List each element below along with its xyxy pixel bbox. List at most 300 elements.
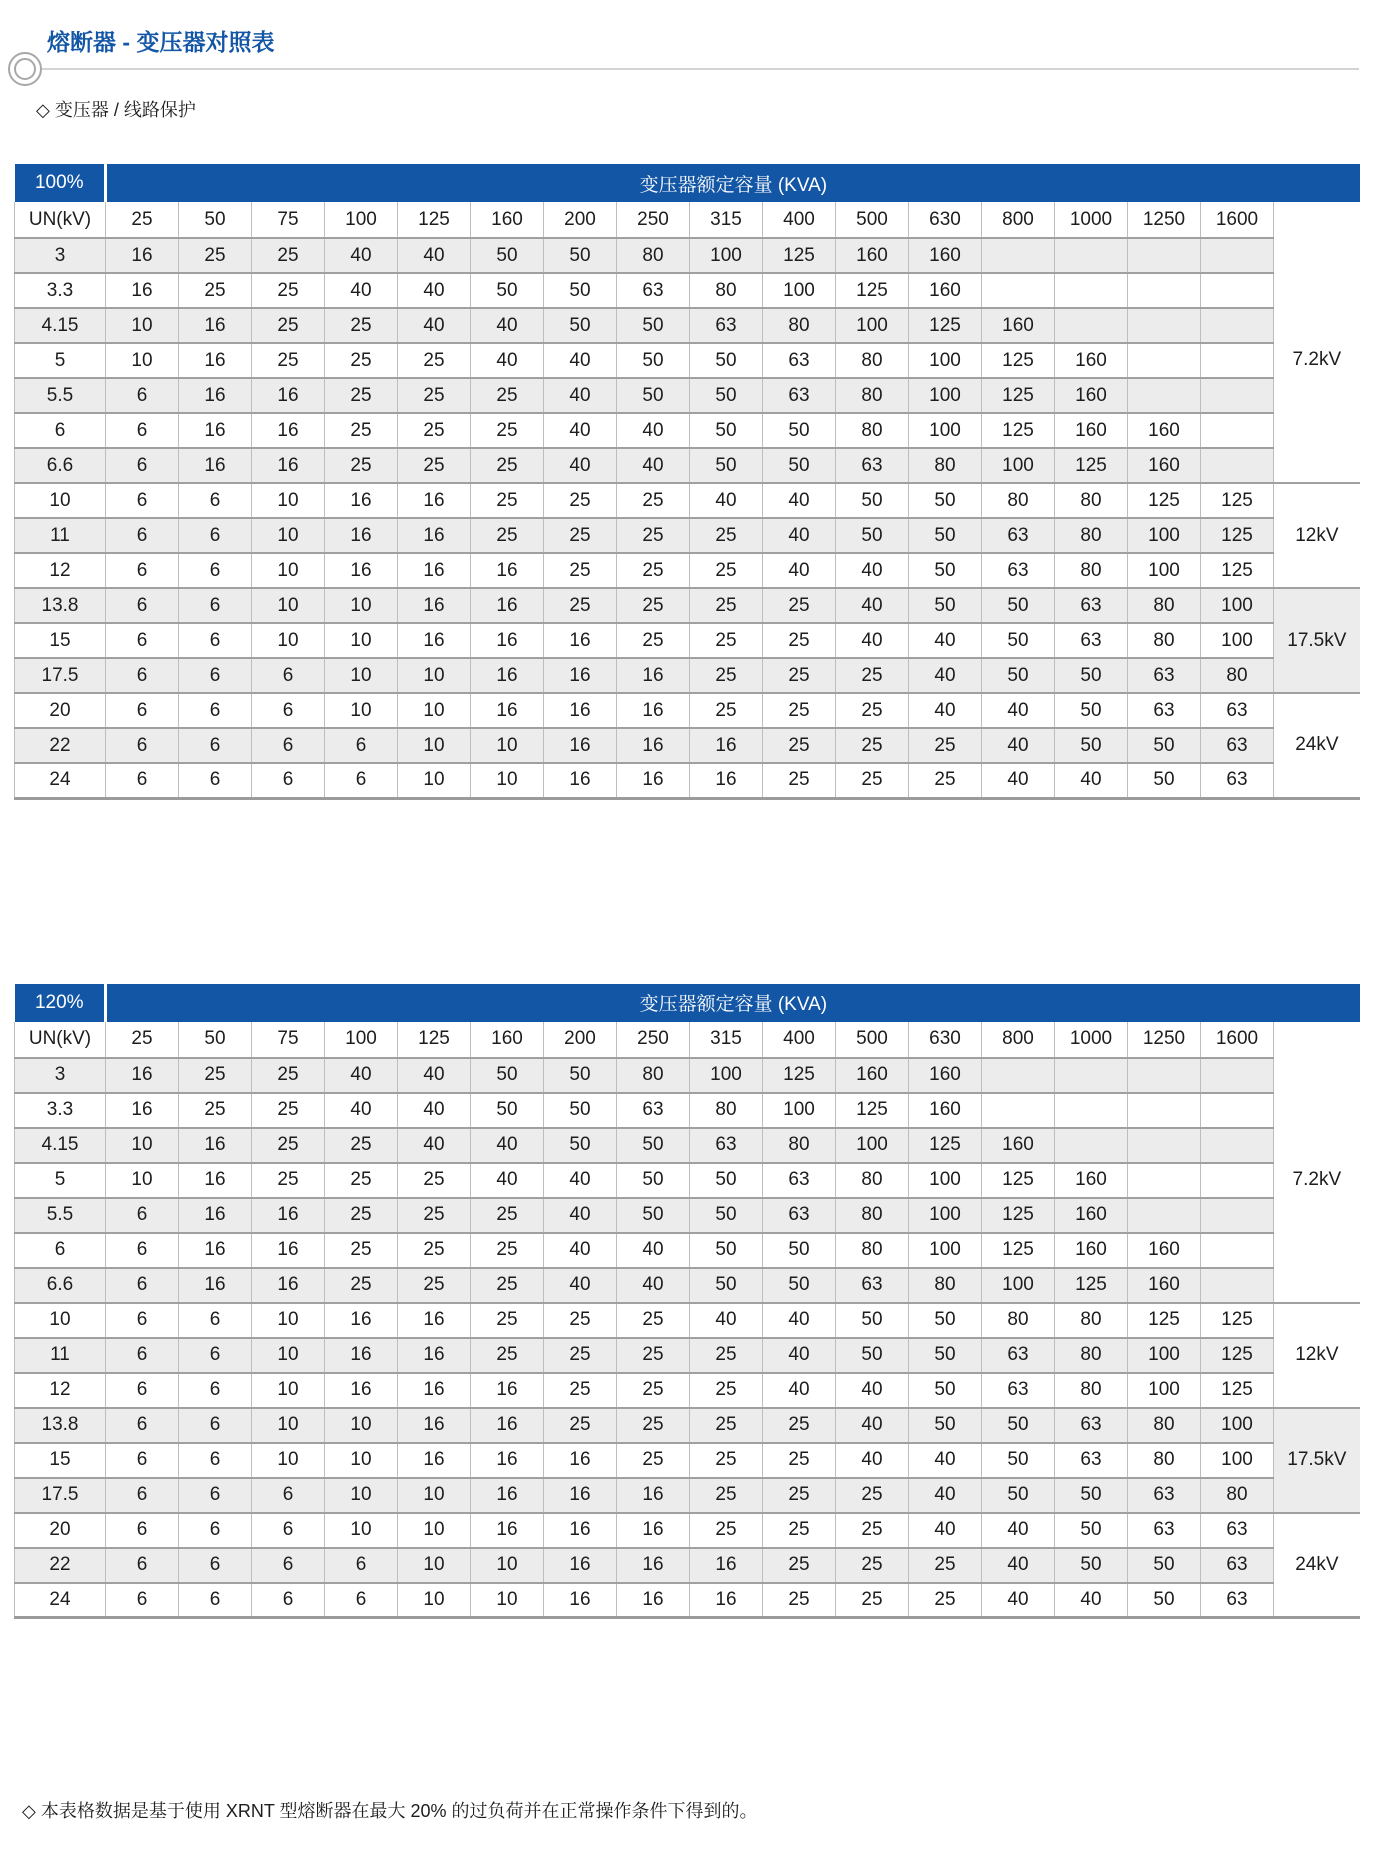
value-cell: 16 xyxy=(179,378,252,413)
value-cell: 6 xyxy=(179,693,252,728)
value-cell: 10 xyxy=(325,1443,398,1478)
value-cell: 16 xyxy=(398,1338,471,1373)
value-cell: 10 xyxy=(106,1163,179,1198)
value-cell: 25 xyxy=(471,1233,544,1268)
value-cell: 16 xyxy=(325,483,398,518)
fuse-table-100 xyxy=(14,164,1360,800)
value-cell: 16 xyxy=(471,693,544,728)
value-cell: 80 xyxy=(1055,1373,1128,1408)
value-cell: 100 xyxy=(1201,623,1274,658)
value-cell: 100 xyxy=(836,1128,909,1163)
value-cell: 80 xyxy=(982,1303,1055,1338)
value-cell: 40 xyxy=(398,238,471,273)
voltage-column-spacer xyxy=(1274,202,1360,238)
value-cell: 100 xyxy=(982,448,1055,483)
value-cell: 25 xyxy=(763,588,836,623)
table-row xyxy=(15,1443,1360,1478)
capacity-column-header: 250 xyxy=(617,202,690,238)
column-header-row xyxy=(15,1022,1360,1058)
value-cell: 25 xyxy=(617,1338,690,1373)
value-cell: 40 xyxy=(982,763,1055,798)
value-cell: 80 xyxy=(1201,658,1274,693)
capacity-column-header: 400 xyxy=(763,1022,836,1058)
value-cell: 25 xyxy=(471,378,544,413)
value-cell: 6 xyxy=(179,1513,252,1548)
value-cell: 25 xyxy=(763,728,836,763)
table-row xyxy=(15,518,1360,553)
value-cell: 160 xyxy=(982,308,1055,343)
table-row xyxy=(15,658,1360,693)
value-cell: 16 xyxy=(544,693,617,728)
value-cell: 6 xyxy=(106,1303,179,1338)
value-cell: 25 xyxy=(617,588,690,623)
value-cell: 50 xyxy=(544,308,617,343)
value-cell: 25 xyxy=(690,1513,763,1548)
value-cell: 6 xyxy=(106,763,179,798)
value-cell: 10 xyxy=(106,308,179,343)
un-row-header: 15 xyxy=(15,1443,106,1478)
value-cell: 6 xyxy=(179,588,252,623)
value-cell: 6 xyxy=(106,1548,179,1583)
table-row xyxy=(15,1198,1360,1233)
value-cell xyxy=(1128,1128,1201,1163)
capacity-column-header: 1250 xyxy=(1128,1022,1201,1058)
value-cell: 10 xyxy=(398,1548,471,1583)
value-cell: 100 xyxy=(1201,588,1274,623)
value-cell: 100 xyxy=(690,238,763,273)
value-cell: 6 xyxy=(179,1303,252,1338)
value-cell: 80 xyxy=(617,238,690,273)
value-cell: 80 xyxy=(763,308,836,343)
value-cell: 25 xyxy=(763,1443,836,1478)
value-cell: 125 xyxy=(982,413,1055,448)
value-cell: 40 xyxy=(398,1058,471,1093)
value-cell: 16 xyxy=(398,483,471,518)
value-cell: 50 xyxy=(690,413,763,448)
value-cell: 40 xyxy=(544,1268,617,1303)
value-cell: 25 xyxy=(617,1443,690,1478)
value-cell: 16 xyxy=(544,623,617,658)
value-cell xyxy=(982,1058,1055,1093)
value-cell: 6 xyxy=(106,413,179,448)
capacity-column-header: 1600 xyxy=(1201,202,1274,238)
value-cell: 6 xyxy=(106,658,179,693)
un-row-header: 3 xyxy=(15,1058,106,1093)
value-cell: 50 xyxy=(544,1058,617,1093)
voltage-column-spacer xyxy=(1274,1022,1360,1058)
value-cell: 25 xyxy=(763,1513,836,1548)
value-cell: 50 xyxy=(544,1093,617,1128)
table-row xyxy=(15,1163,1360,1198)
un-row-header: 3 xyxy=(15,238,106,273)
value-cell: 16 xyxy=(544,1478,617,1513)
value-cell: 25 xyxy=(398,1163,471,1198)
value-cell: 50 xyxy=(471,238,544,273)
value-cell: 125 xyxy=(982,378,1055,413)
voltage-group-label: 17.5kV xyxy=(1274,1408,1360,1513)
table-row xyxy=(15,763,1360,798)
value-cell: 16 xyxy=(179,1233,252,1268)
value-cell: 40 xyxy=(909,1443,982,1478)
capacity-column-header: 315 xyxy=(690,202,763,238)
value-cell: 100 xyxy=(909,1163,982,1198)
value-cell: 40 xyxy=(909,1513,982,1548)
value-cell: 50 xyxy=(617,343,690,378)
value-cell: 25 xyxy=(179,238,252,273)
capacity-column-header: 800 xyxy=(982,202,1055,238)
value-cell: 63 xyxy=(1128,693,1201,728)
value-cell: 160 xyxy=(909,1058,982,1093)
voltage-group-label: 7.2kV xyxy=(1274,1058,1360,1303)
value-cell: 25 xyxy=(763,1548,836,1583)
value-cell xyxy=(1055,1058,1128,1093)
value-cell: 10 xyxy=(325,588,398,623)
value-cell: 25 xyxy=(252,343,325,378)
value-cell xyxy=(1128,273,1201,308)
value-cell: 16 xyxy=(325,1338,398,1373)
ring-ornament-icon xyxy=(8,52,42,86)
capacity-column-header: 125 xyxy=(398,202,471,238)
un-row-header: 6.6 xyxy=(15,1268,106,1303)
value-cell: 16 xyxy=(544,1443,617,1478)
value-cell: 50 xyxy=(909,518,982,553)
value-cell: 50 xyxy=(982,1443,1055,1478)
value-cell: 100 xyxy=(763,1093,836,1128)
value-cell: 50 xyxy=(471,273,544,308)
value-cell: 6 xyxy=(106,1338,179,1373)
value-cell: 16 xyxy=(179,448,252,483)
capacity-column-header: 75 xyxy=(252,202,325,238)
value-cell: 125 xyxy=(982,1163,1055,1198)
value-cell: 40 xyxy=(471,343,544,378)
value-cell: 6 xyxy=(106,728,179,763)
capacity-column-header: 25 xyxy=(106,1022,179,1058)
value-cell: 25 xyxy=(836,658,909,693)
value-cell: 125 xyxy=(1055,448,1128,483)
table-row xyxy=(15,483,1360,518)
value-cell: 50 xyxy=(690,1163,763,1198)
capacity-column-header: 125 xyxy=(398,1022,471,1058)
value-cell: 40 xyxy=(982,1583,1055,1618)
value-cell: 25 xyxy=(471,448,544,483)
value-cell: 25 xyxy=(909,728,982,763)
value-cell: 25 xyxy=(252,308,325,343)
value-cell: 100 xyxy=(909,413,982,448)
value-cell: 25 xyxy=(836,1583,909,1618)
value-cell: 40 xyxy=(544,1233,617,1268)
page-title: 熔断器 - 变压器对照表 xyxy=(47,29,275,55)
value-cell: 40 xyxy=(763,1338,836,1373)
value-cell: 40 xyxy=(763,1303,836,1338)
value-cell: 100 xyxy=(909,1198,982,1233)
value-cell xyxy=(1201,1268,1274,1303)
value-cell: 40 xyxy=(325,273,398,308)
value-cell: 6 xyxy=(179,1548,252,1583)
value-cell: 40 xyxy=(763,1373,836,1408)
value-cell: 80 xyxy=(1128,588,1201,623)
value-cell: 125 xyxy=(1128,1303,1201,1338)
value-cell: 40 xyxy=(836,553,909,588)
un-row-header: 4.15 xyxy=(15,1128,106,1163)
value-cell: 80 xyxy=(690,273,763,308)
value-cell xyxy=(1055,1128,1128,1163)
value-cell: 6 xyxy=(179,623,252,658)
table-row xyxy=(15,273,1360,308)
capacity-header: 变压器额定容量 (KVA) xyxy=(106,984,1360,1022)
capacity-column-header: 25 xyxy=(106,202,179,238)
value-cell: 25 xyxy=(398,378,471,413)
value-cell: 63 xyxy=(1055,623,1128,658)
value-cell: 40 xyxy=(982,728,1055,763)
value-cell: 160 xyxy=(909,273,982,308)
value-cell: 63 xyxy=(763,1198,836,1233)
value-cell: 10 xyxy=(252,1408,325,1443)
value-cell: 6 xyxy=(106,693,179,728)
value-cell: 16 xyxy=(617,1583,690,1618)
table-row xyxy=(15,728,1360,763)
value-cell: 25 xyxy=(690,1478,763,1513)
value-cell: 25 xyxy=(763,623,836,658)
value-cell: 100 xyxy=(1201,1408,1274,1443)
value-cell: 25 xyxy=(617,553,690,588)
value-cell: 50 xyxy=(1055,693,1128,728)
value-cell xyxy=(1201,1233,1274,1268)
value-cell: 160 xyxy=(982,1128,1055,1163)
value-cell: 6 xyxy=(252,1583,325,1618)
value-cell: 50 xyxy=(690,378,763,413)
value-cell: 40 xyxy=(763,518,836,553)
value-cell: 16 xyxy=(690,1548,763,1583)
value-cell: 16 xyxy=(252,1233,325,1268)
value-cell: 63 xyxy=(1201,1583,1274,1618)
value-cell: 63 xyxy=(690,308,763,343)
value-cell: 16 xyxy=(471,658,544,693)
value-cell: 80 xyxy=(1055,1303,1128,1338)
value-cell: 80 xyxy=(836,1163,909,1198)
value-cell: 16 xyxy=(617,1513,690,1548)
value-cell: 6 xyxy=(179,483,252,518)
value-cell: 16 xyxy=(544,658,617,693)
value-cell: 125 xyxy=(763,1058,836,1093)
value-cell: 80 xyxy=(1201,1478,1274,1513)
value-cell: 63 xyxy=(982,1338,1055,1373)
value-cell: 6 xyxy=(179,1373,252,1408)
value-cell: 25 xyxy=(690,553,763,588)
value-cell: 63 xyxy=(1055,588,1128,623)
value-cell: 6 xyxy=(106,623,179,658)
value-cell: 16 xyxy=(617,728,690,763)
value-cell: 100 xyxy=(763,273,836,308)
value-cell: 16 xyxy=(179,1128,252,1163)
value-cell: 63 xyxy=(1055,1443,1128,1478)
value-cell: 16 xyxy=(252,1198,325,1233)
capacity-column-header: 50 xyxy=(179,1022,252,1058)
value-cell: 125 xyxy=(909,1128,982,1163)
value-cell: 160 xyxy=(909,1093,982,1128)
value-cell: 63 xyxy=(1055,1408,1128,1443)
value-cell: 80 xyxy=(1055,1338,1128,1373)
value-cell: 16 xyxy=(617,693,690,728)
un-row-header: 4.15 xyxy=(15,308,106,343)
value-cell: 25 xyxy=(763,693,836,728)
table-row xyxy=(15,1303,1360,1338)
value-cell: 40 xyxy=(325,1093,398,1128)
value-cell: 50 xyxy=(690,1268,763,1303)
un-row-header: 5 xyxy=(15,343,106,378)
value-cell: 100 xyxy=(1128,1338,1201,1373)
value-cell: 50 xyxy=(982,623,1055,658)
value-cell: 125 xyxy=(763,238,836,273)
value-cell: 10 xyxy=(398,658,471,693)
value-cell: 16 xyxy=(398,553,471,588)
value-cell: 25 xyxy=(252,273,325,308)
value-cell: 6 xyxy=(106,1198,179,1233)
value-cell: 10 xyxy=(106,343,179,378)
value-cell: 6 xyxy=(179,1408,252,1443)
un-row-header: 24 xyxy=(15,763,106,798)
value-cell xyxy=(1201,1198,1274,1233)
value-cell: 40 xyxy=(617,413,690,448)
capacity-column-header: 1250 xyxy=(1128,202,1201,238)
value-cell: 80 xyxy=(763,1128,836,1163)
value-cell: 16 xyxy=(544,763,617,798)
value-cell: 25 xyxy=(398,1233,471,1268)
value-cell: 10 xyxy=(471,728,544,763)
value-cell: 40 xyxy=(690,483,763,518)
value-cell: 16 xyxy=(325,518,398,553)
value-cell: 80 xyxy=(690,1093,763,1128)
value-cell: 100 xyxy=(1128,553,1201,588)
value-cell: 6 xyxy=(106,448,179,483)
value-cell: 25 xyxy=(471,1338,544,1373)
value-cell: 25 xyxy=(690,1338,763,1373)
value-cell: 16 xyxy=(544,1548,617,1583)
value-cell: 50 xyxy=(690,1233,763,1268)
value-cell: 125 xyxy=(909,308,982,343)
value-cell: 50 xyxy=(909,1408,982,1443)
value-cell: 25 xyxy=(325,1198,398,1233)
value-cell xyxy=(1201,343,1274,378)
value-cell: 25 xyxy=(325,448,398,483)
value-cell: 10 xyxy=(398,1583,471,1618)
value-cell: 25 xyxy=(836,1478,909,1513)
value-cell: 25 xyxy=(836,763,909,798)
un-row-header: 3.3 xyxy=(15,1093,106,1128)
value-cell: 40 xyxy=(544,343,617,378)
value-cell: 16 xyxy=(544,1513,617,1548)
value-cell: 25 xyxy=(836,1548,909,1583)
value-cell: 100 xyxy=(1128,518,1201,553)
ring-ornament-inner-icon xyxy=(14,58,36,80)
capacity-column-header: 1600 xyxy=(1201,1022,1274,1058)
value-cell: 10 xyxy=(325,1408,398,1443)
table-row xyxy=(15,1513,1360,1548)
value-cell: 25 xyxy=(252,1058,325,1093)
value-cell: 6 xyxy=(179,1583,252,1618)
value-cell: 16 xyxy=(179,308,252,343)
value-cell: 25 xyxy=(179,273,252,308)
value-cell: 40 xyxy=(1055,1583,1128,1618)
table-row xyxy=(15,1408,1360,1443)
value-cell: 100 xyxy=(909,1233,982,1268)
value-cell: 25 xyxy=(179,1093,252,1128)
table-row xyxy=(15,343,1360,378)
value-cell: 160 xyxy=(1128,1268,1201,1303)
value-cell: 50 xyxy=(909,483,982,518)
value-cell: 63 xyxy=(690,1128,763,1163)
value-cell: 40 xyxy=(471,1128,544,1163)
value-cell: 160 xyxy=(1055,343,1128,378)
value-cell: 125 xyxy=(1201,1303,1274,1338)
value-cell: 16 xyxy=(544,1583,617,1618)
value-cell: 6 xyxy=(106,1513,179,1548)
capacity-column-header: 1000 xyxy=(1055,1022,1128,1058)
load-percent-label: 100% xyxy=(15,164,106,202)
value-cell xyxy=(1055,308,1128,343)
value-cell: 25 xyxy=(690,1443,763,1478)
table-row xyxy=(15,238,1360,273)
value-cell xyxy=(1201,1163,1274,1198)
value-cell: 125 xyxy=(836,273,909,308)
value-cell: 125 xyxy=(1201,483,1274,518)
value-cell: 50 xyxy=(836,483,909,518)
value-cell: 125 xyxy=(1128,483,1201,518)
value-cell: 40 xyxy=(471,308,544,343)
value-cell: 40 xyxy=(836,1373,909,1408)
value-cell: 6 xyxy=(252,1548,325,1583)
value-cell: 6 xyxy=(106,378,179,413)
capacity-column-header: 100 xyxy=(325,1022,398,1058)
value-cell: 100 xyxy=(836,308,909,343)
un-row-header: 13.8 xyxy=(15,588,106,623)
value-cell: 25 xyxy=(690,518,763,553)
value-cell: 40 xyxy=(909,658,982,693)
un-row-header: 10 xyxy=(15,483,106,518)
value-cell: 10 xyxy=(325,693,398,728)
value-cell: 40 xyxy=(763,483,836,518)
table-header-band xyxy=(15,164,1360,202)
value-cell: 25 xyxy=(690,1373,763,1408)
value-cell: 10 xyxy=(325,1513,398,1548)
table-row xyxy=(15,623,1360,658)
value-cell: 50 xyxy=(909,1338,982,1373)
un-row-header: 11 xyxy=(15,518,106,553)
value-cell: 16 xyxy=(690,728,763,763)
value-cell: 160 xyxy=(836,1058,909,1093)
value-cell: 25 xyxy=(763,658,836,693)
table-row xyxy=(15,1548,1360,1583)
value-cell: 40 xyxy=(982,1513,1055,1548)
value-cell: 160 xyxy=(1128,1233,1201,1268)
value-cell: 25 xyxy=(690,658,763,693)
value-cell: 16 xyxy=(617,1548,690,1583)
value-cell: 40 xyxy=(398,273,471,308)
value-cell: 50 xyxy=(909,588,982,623)
capacity-column-header: 160 xyxy=(471,202,544,238)
value-cell: 25 xyxy=(617,518,690,553)
value-cell xyxy=(1055,238,1128,273)
value-cell: 25 xyxy=(179,1058,252,1093)
value-cell: 63 xyxy=(763,378,836,413)
value-cell xyxy=(982,1093,1055,1128)
value-cell: 25 xyxy=(763,763,836,798)
value-cell: 50 xyxy=(544,238,617,273)
value-cell: 25 xyxy=(471,1198,544,1233)
value-cell: 6 xyxy=(106,1478,179,1513)
value-cell: 10 xyxy=(471,1583,544,1618)
value-cell: 80 xyxy=(836,413,909,448)
value-cell xyxy=(1201,448,1274,483)
